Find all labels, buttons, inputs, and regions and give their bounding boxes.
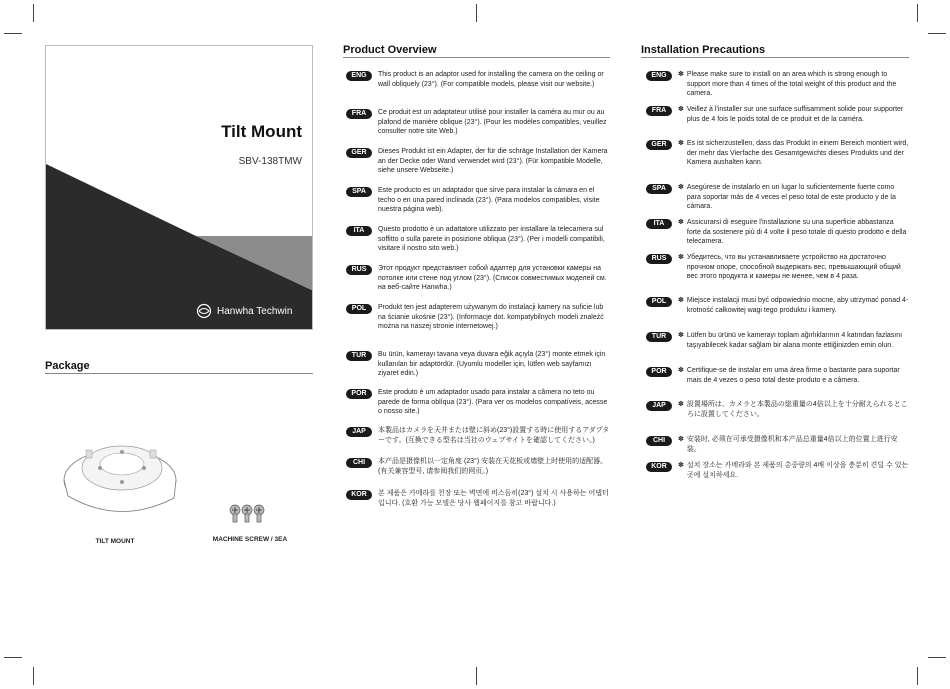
lang-badge: GER xyxy=(646,140,672,150)
brand-name: Hanwha Techwin xyxy=(217,305,293,317)
lang-badge: ITA xyxy=(646,219,672,229)
lang-badge: FRA xyxy=(646,106,672,116)
overview-row xyxy=(346,147,610,176)
lang-badge: POR xyxy=(646,367,672,377)
lang-badge: JAP xyxy=(646,401,672,411)
crop-mark xyxy=(33,667,34,685)
lang-badge: GER xyxy=(346,148,372,158)
brand-logo xyxy=(196,303,292,319)
hanwha-logo-icon xyxy=(196,303,212,319)
precaution-text: Lütfen bu ürünü ve kamerayı toplam ağırlıklarının 4 katından fazlasını taşıyabilecek kadar sağlam bir alana monte ettiğinizden emin olun. xyxy=(686,332,903,349)
bullet-mark: ✽ xyxy=(678,297,684,304)
precaution-row xyxy=(646,461,909,480)
overview-row xyxy=(346,70,610,89)
overview-text: Bu ürün, kamerayı tavana veya duvara eğik açıyla (23°) monte etmek için kullanılan bir adaptördür. (Uyumlu modeller için, lütfen web sayfamızı ziyaret edin.) xyxy=(378,351,606,377)
precaution-row xyxy=(646,296,909,315)
bullet-mark: ✽ xyxy=(678,436,684,443)
precaution-row xyxy=(646,400,909,419)
bullet-mark: ✽ xyxy=(678,401,684,408)
overview-row xyxy=(346,388,610,417)
overview-row xyxy=(346,225,610,254)
precaution-row xyxy=(646,253,909,282)
lang-badge: ENG xyxy=(346,71,372,81)
precaution-text: Убедитесь, что вы устанавливаете устройство на достаточно прочном опоре, способной выдержать вес, превышающий общий вес этого продукта и камеры не менее, чем в 4 раза. xyxy=(686,254,901,280)
overview-row xyxy=(346,108,610,137)
precaution-row xyxy=(646,139,909,168)
cover-graphic xyxy=(46,46,313,330)
lang-badge: CHI xyxy=(646,436,672,446)
precaution-row xyxy=(646,366,909,385)
screws-illustration xyxy=(226,502,270,524)
precaution-text: Miejsce instalacji musi być odpowiednio mocne, aby utrzymać ponad 4-krotność całkowitej wagi tego produktu i kamery. xyxy=(686,297,909,314)
overview-row xyxy=(346,303,610,332)
lang-badge: RUS xyxy=(346,265,372,275)
overview-row xyxy=(346,426,610,445)
precaution-text: Es ist sicherzustellen, dass das Produkt in einem Bereich montiert wird, der mehr das Vierfache des Gesamtgewichts dieses Produkts und der Kamera aushalten kann. xyxy=(686,140,909,166)
bullet-mark: ✽ xyxy=(678,332,684,339)
precaution-row xyxy=(646,183,909,212)
crop-mark xyxy=(476,4,477,22)
crop-mark xyxy=(928,657,946,658)
lang-badge: CHI xyxy=(346,458,372,468)
lang-badge: POL xyxy=(646,297,672,307)
lang-badge: TUR xyxy=(346,351,372,361)
overview-row xyxy=(346,457,610,476)
crop-mark xyxy=(917,4,918,22)
overview-text: Este producto es un adaptador que sirve para instalar la cámara en el techo o en una pared inclinada (23°). (Para modelos compatibles, visite nuestra página web). xyxy=(378,187,600,213)
cover-panel xyxy=(45,45,313,330)
precaution-text: Asegúrese de instalarlo en un lugar lo suficientemente fuerte como para soportar más de 4 veces el peso total de este producto y de la cámara. xyxy=(686,184,896,210)
bullet-mark: ✽ xyxy=(678,367,684,374)
precaution-text: Assicurarsi di eseguire l'installazione su una superficie abbastanza forte da sostenere più di 4 volte il peso totale di questo prodotto e della telecamera. xyxy=(686,219,907,245)
overview-text: This product is an adaptor used for installing the camera on the ceiling or wall obliquely (23°). (For compatible models, please visit our website.) xyxy=(378,71,604,88)
precaution-row xyxy=(646,435,909,454)
precaution-text: 設置場所は、カメラと本製品の総重量の4倍以上を十分耐えられるところに設置してください。 xyxy=(686,401,908,418)
crop-mark xyxy=(928,33,946,34)
overview-text: 본 제품은 카메라를 천장 또는 벽면에 비스듬히(23°) 설치 시 사용하는 어댑터입니다. (호환 가능 모델은 당사 웹페이지를 참고 바랍니다.) xyxy=(378,490,609,507)
overview-text: Produkt ten jest adapterem używanym do instalacji kamery na suficie lub na ścianie ukośnie (23°). (Informacje dot. kompatybilnych modeli znaleźć można na naszej stronie internetowej.) xyxy=(378,304,604,330)
lang-badge: TUR xyxy=(646,332,672,342)
tilt-mount-illustration xyxy=(60,418,180,528)
crop-mark xyxy=(917,667,918,685)
precaution-text: Please make sure to install on an area which is strong enough to support more than 4 times of the total weight of this product and the camera. xyxy=(686,71,897,97)
model-number: SBV-138TMW xyxy=(238,156,302,167)
bullet-mark: ✽ xyxy=(678,71,684,78)
bullet-mark: ✽ xyxy=(678,219,684,226)
lang-badge: RUS xyxy=(646,254,672,264)
bullet-mark: ✽ xyxy=(678,140,684,147)
lang-badge: FRA xyxy=(346,109,372,119)
precautions-heading: Installation Precautions xyxy=(641,44,909,58)
overview-text: Этот продукт представляет собой адаптер для установки камеры на потолке или стене под углом (23°). (Список совместимых моделей см. на веб-сайте Hanwha.) xyxy=(378,265,607,291)
overview-text: 本製品はカメラを天井または壁に斜め(23°)設置する時に使用するアダプターです。(互換できる型名は当社のウェブサイトを確認してください。) xyxy=(378,427,610,444)
overview-text: Questo prodotto è un adattatore utilizzato per installare la telecamera sul soffitto o sulla parete in posizione obliqua (23°). (Per i modelli compatibili, visitare il nostro sito web.) xyxy=(378,226,605,252)
lang-badge: KOR xyxy=(346,490,372,500)
package-heading: Package xyxy=(45,360,313,374)
precaution-row xyxy=(646,70,909,99)
lang-badge: KOR xyxy=(646,462,672,472)
lang-badge: ITA xyxy=(346,226,372,236)
crop-mark xyxy=(476,667,477,685)
overview-heading: Product Overview xyxy=(343,44,610,58)
overview-text: Dieses Produkt ist ein Adapter, der für die schräge Installation der Kamera an der Decke oder Wand verwendet wird (23°). (Für kompatible Modelle, siehe unsere Webseite.) xyxy=(378,148,608,174)
overview-row xyxy=(346,350,610,379)
bullet-mark: ✽ xyxy=(678,254,684,261)
bullet-mark: ✽ xyxy=(678,106,684,113)
precaution-text: Certifique-se de instalar em uma área firme o bastante para suportar mais de 4 vezes o peso total deste produto e a câmera. xyxy=(686,367,900,384)
crop-mark xyxy=(33,4,34,22)
bullet-mark: ✽ xyxy=(678,184,684,191)
package-item-label: MACHINE SCREW / 3EA xyxy=(212,536,288,543)
lang-badge: SPA xyxy=(346,187,372,197)
crop-mark xyxy=(4,33,22,34)
lang-badge: POR xyxy=(346,389,372,399)
overview-text: Este produto é um adaptador usado para instalar a câmera no teto ou parede de forma oblíqua (23°). (Para ver os modelos compatíveis, acesse o nosso site.) xyxy=(378,389,608,415)
lang-badge: ENG xyxy=(646,71,672,81)
lang-badge: SPA xyxy=(646,184,672,194)
precaution-row xyxy=(646,105,909,124)
overview-row xyxy=(346,186,610,215)
lang-badge: JAP xyxy=(346,427,372,437)
bullet-mark: ✽ xyxy=(678,462,684,469)
crop-mark xyxy=(4,657,22,658)
precaution-text: Veillez à l'installer sur une surface suffisamment solide pour supporter plus de 4 fois le poids total de ce produit et de la caméra. xyxy=(686,106,904,123)
precaution-text: 설치 장소는 카메라와 본 제품의 총중량의 4배 이상을 충분히 견딜 수 있는 곳에 설치하세요. xyxy=(686,462,909,479)
overview-text: Ce produit est un adaptateur utilisé pour installer la caméra au mur ou au plafond de manière oblique (23°). (Pour les modèles compatibles, veuillez consulter notre site Web.) xyxy=(378,109,607,135)
precaution-row xyxy=(646,331,909,350)
overview-text: 本产品是摄像机以一定角度 (23°) 安装在天花板或墙壁上时使用的适配器。(有关兼容型号, 请参阅我们的网页。) xyxy=(378,458,608,475)
precaution-text: 安装时, 必须在可承受摄像机和本产品总重量4倍以上的位置上进行安装。 xyxy=(686,436,898,453)
product-title: Tilt Mount xyxy=(221,122,302,141)
lang-badge: POL xyxy=(346,304,372,314)
precaution-row xyxy=(646,218,909,247)
overview-row xyxy=(346,489,610,508)
package-item-label: TILT MOUNT xyxy=(95,538,135,545)
overview-row xyxy=(346,264,610,293)
